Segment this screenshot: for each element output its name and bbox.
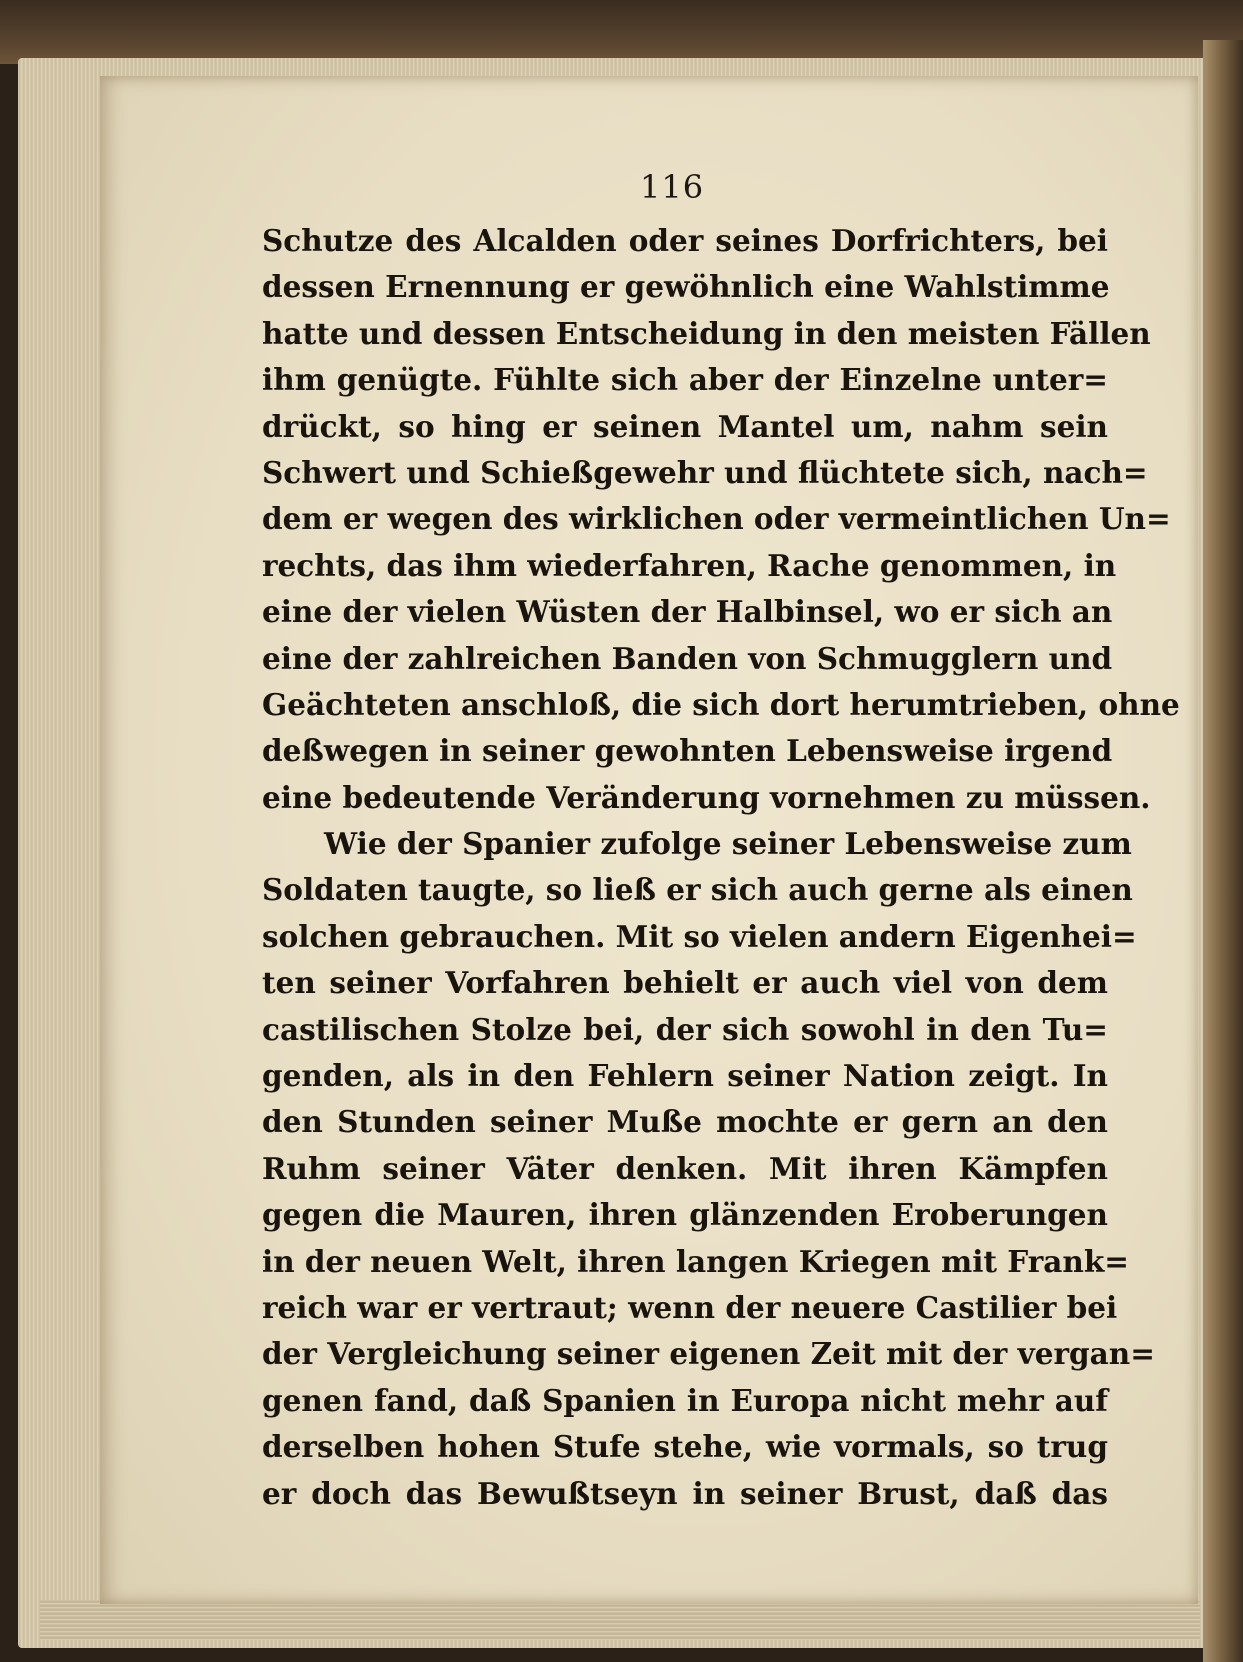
text-line: ihm genügte. Fühlte sich aber der Einzelne unter= [262,362,1108,398]
text-line: Geächteten anschloß, die sich dort herumtrieben, ohne [262,686,1180,722]
text-line: Schutze des Alcalden oder seines Dorfrichters, bei [262,223,1108,258]
text-line: eine bedeutende Veränderung vornehmen zu müssen. [262,779,1151,815]
page-stack-bottom [40,1600,1200,1640]
text-line: Ruhm seiner Väter denken. Mit ihren Kämpfen [262,1150,1108,1186]
text-line: ten seiner Vorfahren behielt er auch viel von dem [262,965,1108,1001]
text-line: genden, als in den Fehlern seiner Nation zeigt. In [262,1058,1108,1094]
book-cover-right [1203,40,1243,1662]
text-line: gegen die Mauren, ihren glänzenden Eroberungen [262,1197,1108,1233]
text-line: reich war er vertraut; wenn der neuere Castilier bei [262,1289,1118,1325]
text-line: deßwegen in seiner gewohnten Lebensweise irgend [262,733,1113,769]
text-line: castilischen Stolze bei, der sich sowohl in den Tu= [262,1011,1108,1047]
page-number: 116 [640,168,705,206]
text-line: hatte und dessen Entscheidung in den meisten Fällen [262,315,1151,351]
text-line: der Vergleichung seiner eigenen Zeit mit der vergan= [262,1336,1155,1372]
text-line: den Stunden seiner Muße mochte er gern an den [262,1104,1108,1140]
text-line: Schwert und Schießgewehr und flüchtete sich, nach= [262,454,1148,490]
text-line: rechts, das ihm wiederfahren, Rache genommen, in [262,547,1117,583]
page-text [262,218,1180,1517]
book-cover-top [0,0,1243,64]
text-line: genen fand, daß Spanien in Europa nicht mehr auf [262,1382,1108,1418]
text-line: dem er wegen des wirklichen oder vermeintlichen Un= [262,501,1171,537]
text-line: dessen Ernennung er gewöhnlich eine Wahlstimme [262,269,1110,305]
text-line: drückt, so hing er seinen Mantel um, nahm sein [262,408,1108,444]
text-line: solchen gebrauchen. Mit so vielen andern Eigenhei= [262,918,1137,954]
text-line: Soldaten taugte, so ließ er sich auch gerne als einen [262,872,1133,908]
text-line: derselben hohen Stufe stehe, wie vormals, so trug [262,1429,1108,1465]
text-line: Wie der Spanier zufolge seiner Lebensweise zum [324,826,1132,862]
text-line: in der neuen Welt, ihren langen Kriegen mit Frank= [262,1243,1129,1279]
text-line: eine der zahlreichen Banden von Schmugglern und [262,640,1113,676]
text-line: eine der vielen Wüsten der Halbinsel, wo er sich an [262,594,1113,630]
text-line: er doch das Bewußtseyn in seiner Brust, daß das [262,1475,1108,1511]
